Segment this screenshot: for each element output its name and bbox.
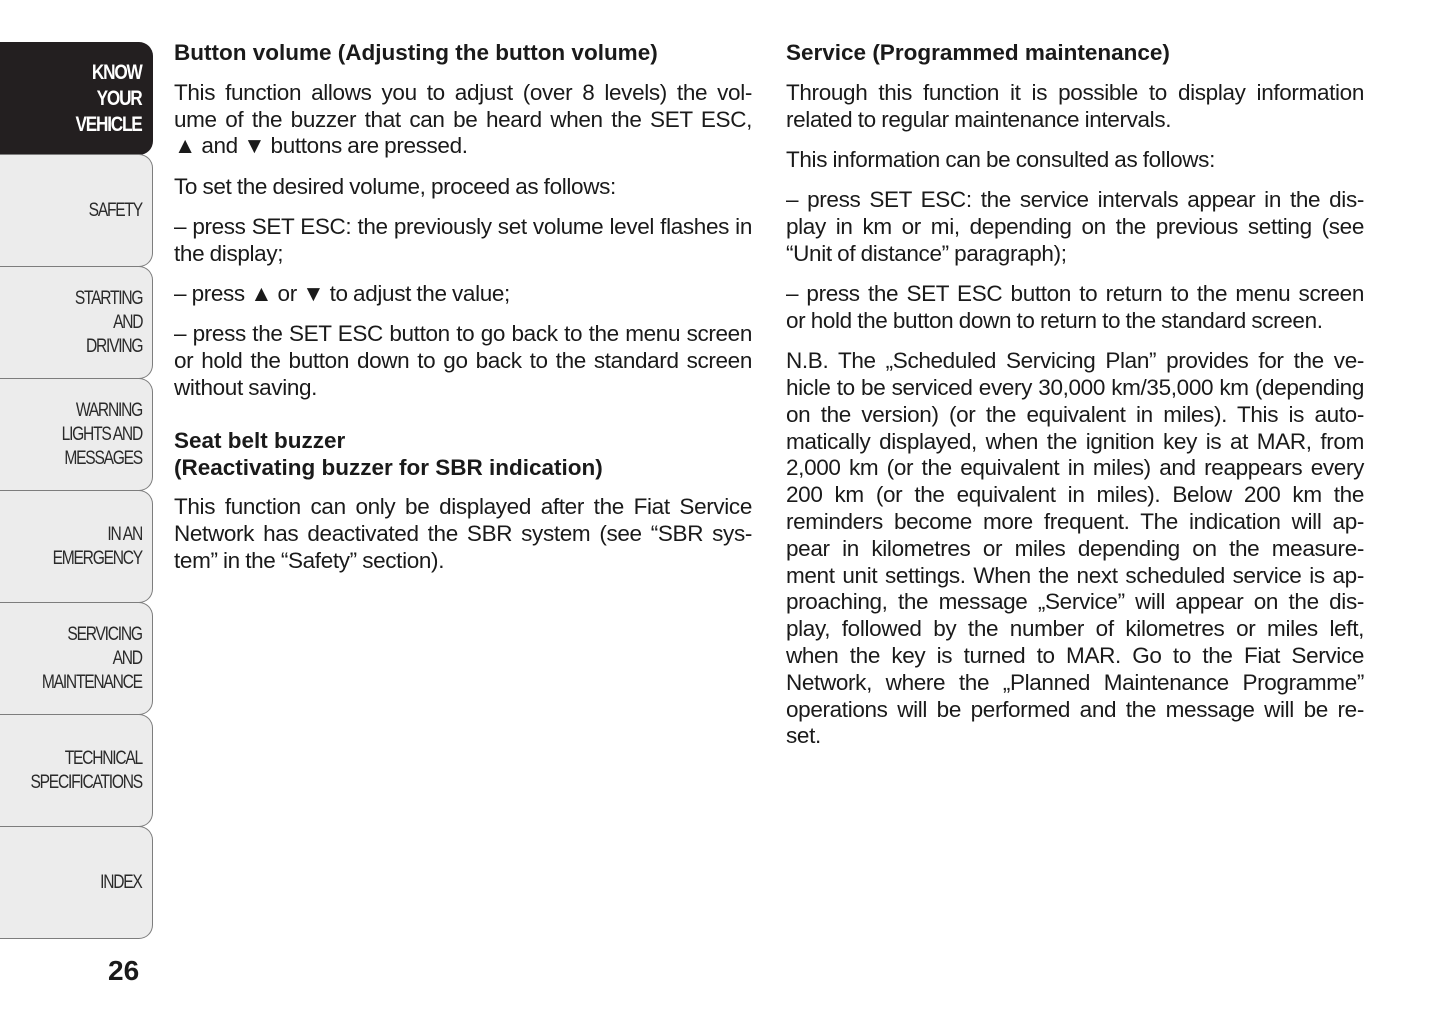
seat-belt-heading: [174, 428, 752, 482]
text-line: hicle to be serviced every 30,000 km/35,000 km (depending: [786, 374, 1364, 400]
text-line: – press ▲ or ▼ to adjust the value;: [174, 281, 510, 307]
heading-line: Seat belt buzzer: [174, 427, 346, 453]
text-line: reminders become more frequent. The indication will ap-: [786, 508, 1364, 534]
text-line: tem” in the “Safety” section).: [174, 547, 445, 573]
service-note: [786, 348, 1364, 750]
heading-line: (Reactivating buzzer for SBR indication): [174, 454, 603, 480]
tab-label: KNOW YOUR VEHICLE: [75, 60, 142, 136]
text-line: set.: [786, 723, 821, 749]
text-line: Network has deactivated the SBR system (see “SBR sys-: [174, 521, 752, 547]
text-line: proaching, the message „Service” will appear on the dis-: [786, 589, 1364, 615]
left-column: [174, 40, 752, 588]
service-step-1: [786, 187, 1364, 267]
button-volume-intro: [174, 80, 752, 160]
tab-know-your-vehicle[interactable]: [0, 42, 153, 155]
tab-warning-lights-and-messages[interactable]: [0, 378, 153, 491]
button-volume-step-2: [174, 281, 752, 308]
page-number: 26: [108, 955, 140, 986]
text-line: This function allows you to adjust (over 8 levels) the vol-: [174, 79, 752, 105]
text-line: pear in kilometres or miles depending on the measure-: [786, 535, 1364, 561]
service-step-2: [786, 281, 1364, 335]
button-volume-heading: Button volume (Adjusting the button volume): [174, 40, 658, 65]
button-volume-step-1: [174, 214, 752, 268]
tab-technical-specifications[interactable]: [0, 714, 153, 827]
tab-servicing-and-maintenance[interactable]: [0, 602, 153, 715]
text-line: or hold the button down to return to the standard screen.: [786, 307, 1323, 333]
text-line: – press the SET ESC button to return to the menu screen: [786, 281, 1364, 307]
seat-belt-body: [174, 494, 752, 574]
tab-in-an-emergency[interactable]: [0, 490, 153, 603]
text-line: This function can only be displayed after the Fiat Service: [174, 494, 752, 520]
text-line: ment unit settings. When the next scheduled service is ap-: [786, 562, 1364, 588]
tab-label: TECHNICAL SPECIFICATIONS: [30, 747, 142, 793]
text-line: play in km or mi, depending on the previous setting (see: [786, 213, 1364, 239]
tab-label: STARTING AND DRIVING: [74, 287, 142, 357]
service-consult: [786, 147, 1364, 174]
text-line: without saving.: [174, 374, 318, 400]
text-line: – press SET ESC: the service intervals appear in the dis-: [786, 187, 1364, 213]
text-line: N.B. The „Scheduled Servicing Plan” provides for the ve-: [786, 348, 1364, 374]
button-volume-proceed: [174, 174, 752, 201]
text-line: Through this function it is possible to display information: [786, 79, 1364, 105]
text-line: ▲ and ▼ buttons are pressed.: [174, 133, 468, 159]
text-line: To set the desired volume, proceed as follows:: [174, 173, 616, 199]
text-line: ume of the buzzer that can be heard when the SET ESC,: [174, 106, 752, 132]
tab-safety[interactable]: [0, 154, 153, 267]
text-line: – press SET ESC: the previously set volume level flashes in: [174, 213, 752, 239]
text-line: matically displayed, when the ignition key is at MAR, from: [786, 428, 1364, 454]
tab-label: WARNING LIGHTS AND MESSAGES: [61, 399, 142, 469]
service-intro: [786, 80, 1364, 134]
text-line: on the version) (or the equivalent in miles). This is auto-: [786, 401, 1364, 427]
tab-label: SAFETY: [88, 199, 142, 221]
text-line: 200 km (or the equivalent in miles). Below 200 km the: [786, 482, 1364, 508]
text-line: play, followed by the number of kilometres or miles left,: [786, 616, 1364, 642]
text-line: the display;: [174, 240, 284, 266]
text-line: or hold the button down to go back to the standard screen: [174, 348, 752, 374]
button-volume-step-3: [174, 321, 752, 401]
tab-label: SERVICING AND MAINTENANCE: [42, 623, 142, 693]
text-line: “Unit of distance” paragraph);: [786, 240, 1067, 266]
text-line: This information can be consulted as follows:: [786, 146, 1215, 172]
tab-starting-and-driving[interactable]: [0, 266, 153, 379]
right-column: [786, 40, 1364, 764]
text-line: related to regular maintenance intervals.: [786, 106, 1172, 132]
tab-index[interactable]: [0, 826, 153, 939]
text-line: Network, where the „Planned Maintenance Programme”: [786, 669, 1364, 695]
text-line: 2,000 km (or the equivalent in miles) and reappears every: [786, 455, 1364, 481]
text-line: when the key is turned to MAR. Go to the Fiat Service: [786, 642, 1364, 668]
text-line: operations will be performed and the message will be re-: [786, 696, 1364, 722]
service-heading: Service (Programmed maintenance): [786, 40, 1170, 65]
tab-label: IN AN EMERGENCY: [52, 523, 142, 569]
text-line: – press the SET ESC button to go back to the menu screen: [174, 321, 752, 347]
tab-label: INDEX: [100, 871, 142, 893]
section-tabs: [0, 42, 153, 938]
